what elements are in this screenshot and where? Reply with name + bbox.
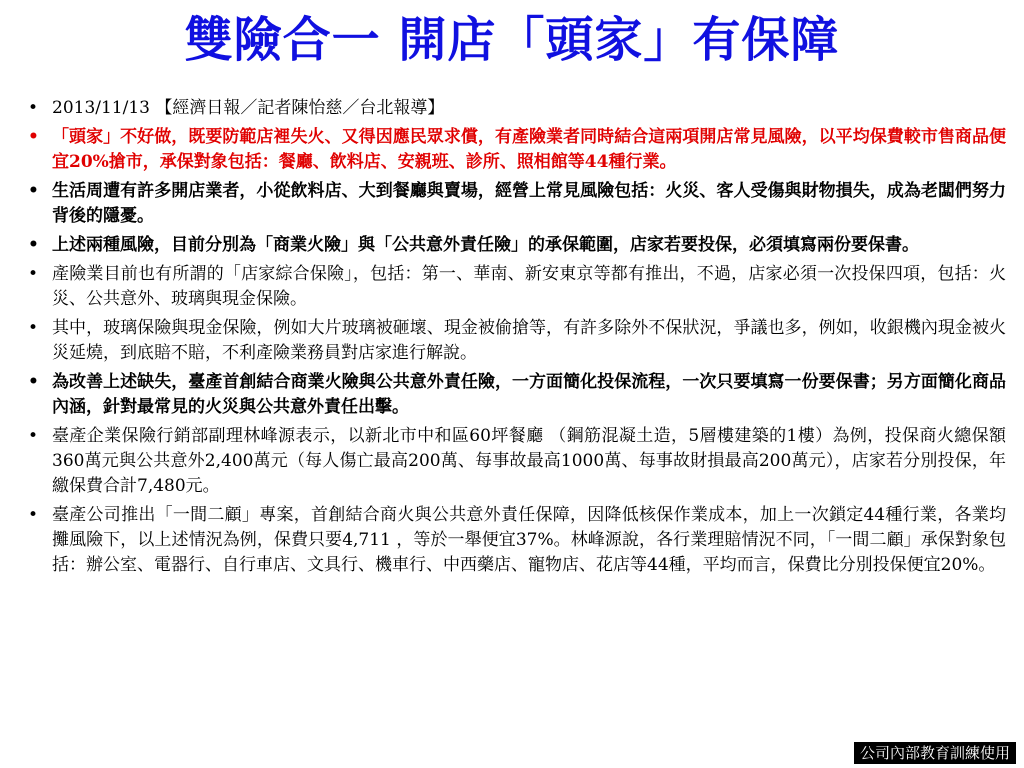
footer-tag: 公司內部教育訓練使用 <box>854 742 1016 764</box>
bullet-item: • 「頭家」不好做，既要防範店裡失火、又得因應民眾求償，有產險業者同時結合這兩項開店常見風險，以平均保費較市售商品便宜20%搶市，承保對象包括：餐廳、飲料店、安親班、診所、照相館等44種行業。 <box>26 125 1006 175</box>
bullet-item: • 上述兩種風險，目前分別為「商業火險」與「公共意外責任險」的承保範圍，店家若要投保，必須填寫兩份要保書。 <box>26 233 1006 258</box>
bullet-item: • 生活周遭有許多開店業者，小從飲料店、大到餐廳與賣場，經營上常見風險包括：火災、客人受傷與財物損失，成為老闆們努力背後的隱憂。 <box>26 179 1006 229</box>
bullet-item: • 為改善上述缺失，臺產首創結合商業火險與公共意外責任險，一方面簡化投保流程，一次只要填寫一份要保書；另方面簡化商品內涵，針對最常見的火災與公共意外責任出擊。 <box>26 370 1006 420</box>
bullet-item: • 臺產企業保險行銷部副理林峰源表示，以新北市中和區60坪餐廳 （鋼筋混凝土造，5層樓建築的1樓）為例，投保商火總保額360萬元與公共意外2,400萬元（每人傷亡最高200萬、每事故最高1000萬、每事故財損最高200萬元），店家若分別投保，年繳保費合計7,480元。 <box>26 424 1006 499</box>
bullet-item: • 產險業目前也有所謂的「店家綜合保險」，包括：第一、華南、新安東京等都有推出，不過，店家必須一次投保四項，包括：火災、公共意外、玻璃與現金保險。 <box>26 262 1006 312</box>
slide-title: 雙險合一 開店「頭家」有保障 <box>184 12 840 68</box>
bullet-item: • 2013/11/13 【經濟日報／記者陳怡慈／台北報導】 <box>26 96 1006 121</box>
bullet-item: • 臺產公司推出「一間二顧」專案，首創結合商火與公共意外責任保障，因降低核保作業成本，加上一次鎖定44種行業，各業均攤風險下，以上述情況為例，保費只要4,711 ，等於一舉便宜37%。林峰源說，各行業理賠情況不同，「一間二顧」承保對象包括：辦公室、電器行、自行車店、文具行、機車行、中西藥店、寵物店、花店等44種，平均而言，保費比分別投保便宜20%。 <box>26 503 1006 578</box>
bullet-item: • 其中，玻璃保險與現金保險，例如大片玻璃被砸壞、現金被偷搶等，有許多除外不保狀況，爭議也多，例如，收銀機內現金被火災延燒，到底賠不賠，不利產險業務員對店家進行解說。 <box>26 316 1006 366</box>
bullet-list <box>26 96 1006 582</box>
